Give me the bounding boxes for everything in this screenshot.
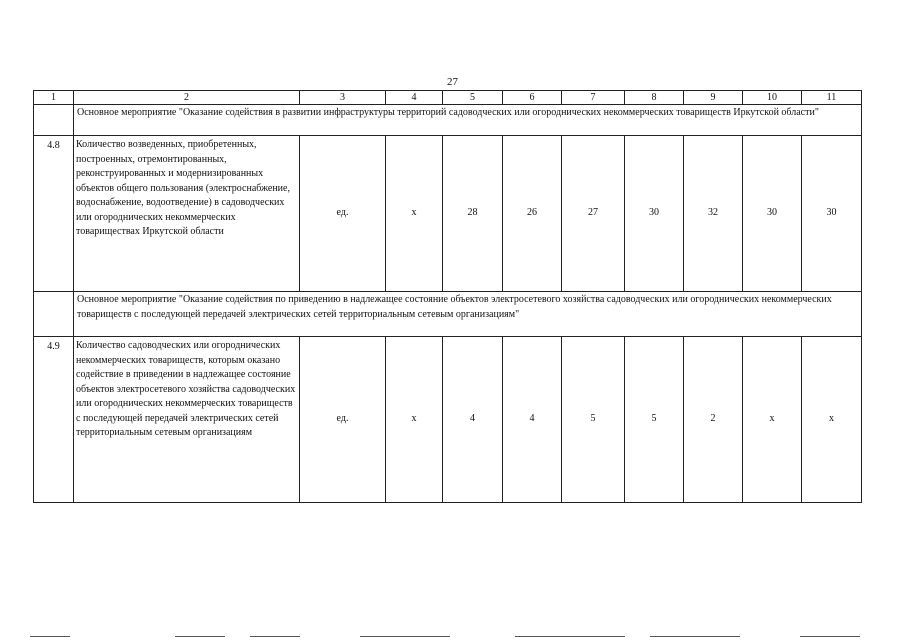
value-cell: 30 xyxy=(802,136,862,292)
column-header: 2 xyxy=(74,91,300,105)
unit-cell: ед. xyxy=(300,136,386,292)
scan-edge-marks xyxy=(0,632,905,640)
indicator-name: Количество садоводческих или огороднических некоммерческих товариществ, которым оказано содействие в приведении в надлежащее состояние объектов электросетевого хозяйства садоводческих или огороднических некоммерческих товариществ с последующей передачей электрических сетей территориальным сетевым организациям xyxy=(74,337,300,503)
column-header: 4 xyxy=(386,91,443,105)
value-cell: х xyxy=(386,136,443,292)
scan-mark xyxy=(515,636,625,637)
value-cell: 30 xyxy=(625,136,684,292)
value-cell: 4 xyxy=(443,337,503,503)
value-cell: х xyxy=(743,337,802,503)
column-header: 5 xyxy=(443,91,503,105)
table-row xyxy=(34,337,862,503)
indicators-table xyxy=(33,90,862,503)
page-number: 27 xyxy=(447,76,458,88)
empty-cell xyxy=(34,105,74,136)
value-cell: 27 xyxy=(562,136,625,292)
column-header: 11 xyxy=(802,91,862,105)
empty-cell xyxy=(34,292,74,337)
row-number: 4.9 xyxy=(34,337,74,503)
column-header: 10 xyxy=(743,91,802,105)
value-cell: 4 xyxy=(503,337,562,503)
row-number: 4.8 xyxy=(34,136,74,292)
section-row xyxy=(34,292,862,337)
column-header: 9 xyxy=(684,91,743,105)
value-cell: 26 xyxy=(503,136,562,292)
column-header: 6 xyxy=(503,91,562,105)
scan-mark xyxy=(360,636,450,637)
indicator-name: Количество возведенных, приобретенных, построенных, отремонтированных, реконструированных и модернизированных объектов общего пользования (электроснабжение, водоснабжение, водоотведение) в садоводческих или огороднических некоммерческих товариществах Иркутской области xyxy=(74,136,300,292)
value-cell: 32 xyxy=(684,136,743,292)
unit-cell: ед. xyxy=(300,337,386,503)
column-header: 7 xyxy=(562,91,625,105)
section-title: Основное мероприятие "Оказание содействия по приведению в надлежащее состояние объектов электросетевого хозяйства садоводческих или огороднических некоммерческих товариществ с последующей передачей электрических сетей территориальным сетевым организациям" xyxy=(74,292,862,337)
value-cell: 5 xyxy=(625,337,684,503)
scan-mark xyxy=(650,636,740,637)
value-cell: х xyxy=(386,337,443,503)
value-cell: 30 xyxy=(743,136,802,292)
column-header: 8 xyxy=(625,91,684,105)
scan-mark xyxy=(800,636,860,637)
value-cell: 5 xyxy=(562,337,625,503)
scan-mark xyxy=(250,636,300,637)
scan-mark xyxy=(175,636,225,637)
value-cell: х xyxy=(802,337,862,503)
table-row xyxy=(34,136,862,292)
value-cell: 28 xyxy=(443,136,503,292)
column-header: 1 xyxy=(34,91,74,105)
value-cell: 2 xyxy=(684,337,743,503)
section-row xyxy=(34,105,862,136)
section-title: Основное мероприятие "Оказание содействия в развитии инфраструктуры территорий садоводческих или огороднических некоммерческих товариществ Иркутской области" xyxy=(74,105,862,136)
scan-mark xyxy=(30,636,70,637)
column-header: 3 xyxy=(300,91,386,105)
column-number-row xyxy=(34,91,862,105)
